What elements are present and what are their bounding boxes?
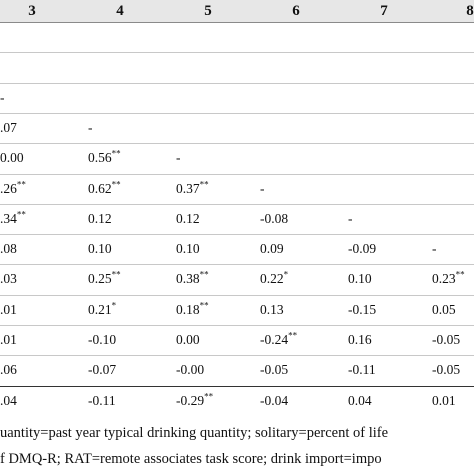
row-divider — [0, 174, 474, 175]
table-cell: 0.25** — [88, 269, 121, 286]
table-cell: .03 — [0, 271, 17, 286]
column-header: 3 — [28, 3, 36, 19]
table-cell: 0.10 — [88, 241, 112, 256]
table-cell: .01 — [0, 332, 17, 347]
row-divider — [0, 295, 474, 296]
table-cell: 0.23** — [432, 269, 465, 286]
significance-marker: ** — [111, 179, 121, 190]
table-cell: 0.01 — [432, 393, 456, 408]
table-cell: 0.21* — [88, 300, 117, 317]
significance-marker: ** — [199, 269, 209, 280]
significance-marker: ** — [288, 330, 298, 341]
row-divider — [0, 52, 474, 53]
table-cell: - — [0, 90, 5, 105]
table-cell: 0.04 — [348, 393, 372, 408]
table-cell: - — [176, 150, 181, 165]
table-cell: -0.00 — [176, 362, 205, 377]
table-cell: -0.05 — [260, 362, 289, 377]
table-cell: .07 — [0, 120, 17, 135]
row-divider — [0, 113, 474, 114]
significance-marker: ** — [16, 179, 26, 190]
row-divider — [0, 204, 474, 205]
table-cell: 0.12 — [88, 211, 112, 226]
table-cell: -0.10 — [88, 332, 117, 347]
table-cell: -0.09 — [348, 241, 377, 256]
table-bottom-rule — [0, 386, 474, 387]
table-cell: .26** — [0, 179, 26, 196]
table-cell: -0.11 — [88, 393, 116, 408]
significance-marker: ** — [455, 269, 465, 280]
row-divider — [0, 143, 474, 144]
table-cell: 0.37** — [176, 179, 209, 196]
table-cell: 0.00 — [0, 150, 24, 165]
table-cell: -0.05 — [432, 332, 461, 347]
table-cell: .06 — [0, 362, 17, 377]
significance-marker: ** — [199, 300, 209, 311]
table-cell: 0.10 — [348, 271, 372, 286]
table-cell: -0.08 — [260, 211, 289, 226]
row-divider — [0, 325, 474, 326]
table-cell: -0.29** — [176, 391, 214, 408]
table-cell: -0.24** — [260, 330, 298, 347]
table-cell: .34** — [0, 209, 26, 226]
row-divider — [0, 264, 474, 265]
table-cell: .08 — [0, 241, 17, 256]
table-cell: 0.38** — [176, 269, 209, 286]
table-cell: -0.15 — [348, 302, 377, 317]
column-header: 8 — [466, 3, 474, 19]
table-cell: -0.11 — [348, 362, 376, 377]
column-header: 6 — [292, 3, 300, 19]
significance-marker: ** — [111, 148, 121, 159]
table-footnote: uantity=past year typical drinking quantity; solitary=percent of life — [0, 425, 389, 441]
significance-marker: ** — [199, 179, 209, 190]
column-header: 7 — [380, 3, 388, 19]
row-divider — [0, 234, 474, 235]
column-header: 5 — [204, 3, 212, 19]
table-cell: .04 — [0, 393, 17, 408]
significance-marker: ** — [16, 209, 26, 220]
table-cell: 0.05 — [432, 302, 456, 317]
table-header-row — [0, 0, 474, 23]
table-cell: 0.18** — [176, 300, 209, 317]
row-divider — [0, 355, 474, 356]
table-cell: 0.13 — [260, 302, 284, 317]
table-cell: - — [260, 181, 265, 196]
table-cell: - — [432, 241, 437, 256]
significance-marker: ** — [204, 391, 214, 402]
table-cell: -0.07 — [88, 362, 117, 377]
significance-marker: * — [111, 300, 117, 311]
table-cell: 0.56** — [88, 148, 121, 165]
significance-marker: * — [283, 269, 289, 280]
table-cell: -0.04 — [260, 393, 289, 408]
table-cell: 0.10 — [176, 241, 200, 256]
table-cell: 0.00 — [176, 332, 200, 347]
table-cell: - — [88, 120, 93, 135]
table-cell: 0.09 — [260, 241, 284, 256]
table-cell: 0.12 — [176, 211, 200, 226]
significance-marker: ** — [111, 269, 121, 280]
table-cell: 0.16 — [348, 332, 372, 347]
table-footnote: f DMQ-R; RAT=remote associates task score; drink import=impo — [0, 451, 382, 467]
column-header: 4 — [116, 3, 124, 19]
table-cell: -0.05 — [432, 362, 461, 377]
table-cell: 0.22* — [260, 269, 289, 286]
table-cell: 0.62** — [88, 179, 121, 196]
row-divider — [0, 83, 474, 84]
table-cell: .01 — [0, 302, 17, 317]
table-cell: - — [348, 211, 353, 226]
